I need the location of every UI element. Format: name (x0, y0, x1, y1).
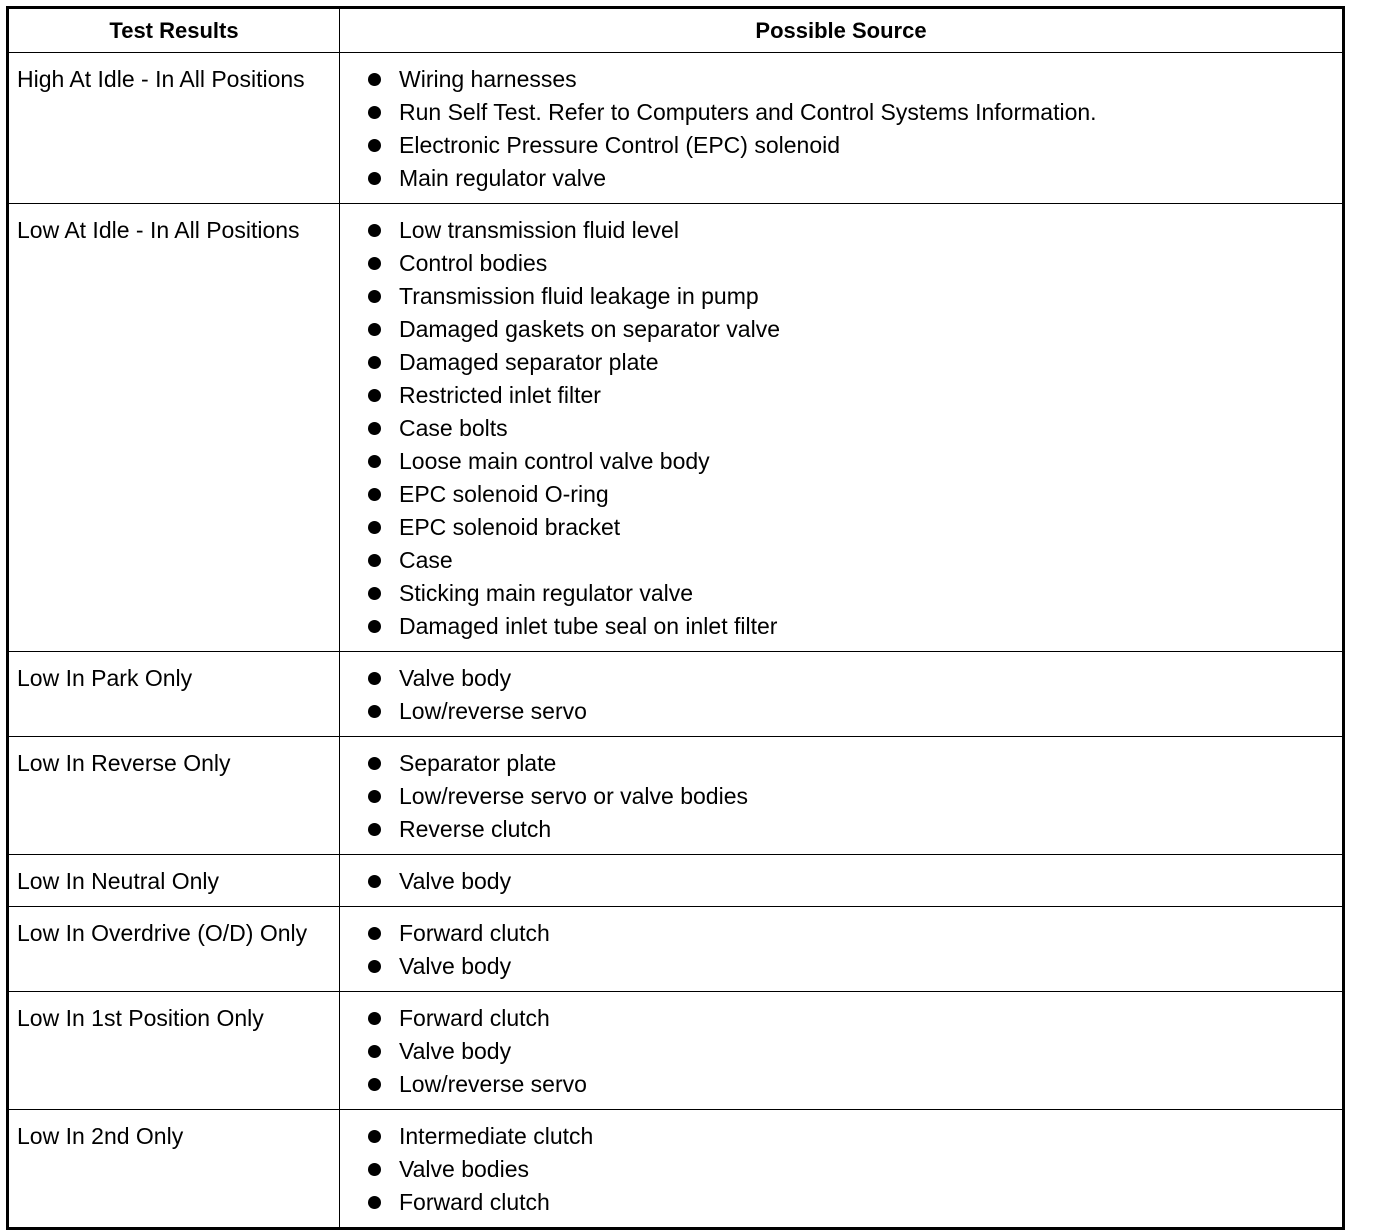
test-result-cell: Low At Idle - In All Positions (8, 204, 340, 652)
bullet-icon (368, 960, 381, 973)
source-list (368, 917, 1338, 983)
possible-source-cell (340, 1110, 1344, 1229)
list-item (368, 162, 1338, 195)
source-text: Transmission fluid leakage in pump (399, 283, 759, 309)
header-row (8, 8, 1344, 53)
possible-source-cell (340, 204, 1344, 652)
test-result-cell: Low In Overdrive (O/D) Only (8, 907, 340, 992)
possible-source-cell (340, 992, 1344, 1110)
source-text: Low/reverse servo or valve bodies (399, 783, 748, 809)
source-list (368, 1120, 1338, 1219)
table-row (8, 992, 1344, 1110)
list-item (368, 313, 1338, 346)
source-text: Restricted inlet filter (399, 382, 601, 408)
bullet-icon (368, 927, 381, 940)
source-text: Valve body (399, 665, 512, 691)
source-text: Main regulator valve (399, 165, 607, 191)
bullet-icon (368, 790, 381, 803)
source-list (368, 865, 1338, 898)
list-item (368, 412, 1338, 445)
bullet-icon (368, 172, 381, 185)
list-item (368, 214, 1338, 247)
source-text: Valve body (399, 1038, 512, 1064)
source-text: Case (399, 547, 453, 573)
list-item (368, 813, 1338, 846)
source-text: Forward clutch (399, 1005, 550, 1031)
source-text: Low/reverse servo (399, 698, 587, 724)
source-list (368, 214, 1338, 643)
list-item (368, 780, 1338, 813)
source-text: Forward clutch (399, 1189, 550, 1215)
source-text: Intermediate clutch (399, 1123, 594, 1149)
table-row (8, 1110, 1344, 1229)
bullet-icon (368, 672, 381, 685)
bullet-icon (368, 488, 381, 501)
source-text: Damaged inlet tube seal on inlet filter (399, 613, 778, 639)
table-row (8, 907, 1344, 992)
source-list (368, 63, 1338, 195)
source-text: Forward clutch (399, 920, 550, 946)
table-body (8, 53, 1344, 1229)
list-item (368, 1120, 1338, 1153)
possible-source-cell (340, 907, 1344, 992)
diagnosis-table (6, 6, 1345, 1230)
test-result-cell: Low In 2nd Only (8, 1110, 340, 1229)
possible-source-cell (340, 652, 1344, 737)
test-result-cell: Low In Neutral Only (8, 855, 340, 907)
list-item (368, 1153, 1338, 1186)
source-text: Damaged separator plate (399, 349, 659, 375)
bullet-icon (368, 587, 381, 600)
bullet-icon (368, 823, 381, 836)
bullet-icon (368, 389, 381, 402)
list-item (368, 610, 1338, 643)
possible-source-cell (340, 53, 1344, 204)
list-item (368, 478, 1338, 511)
bullet-icon (368, 106, 381, 119)
bullet-icon (368, 224, 381, 237)
bullet-icon (368, 290, 381, 303)
bullet-icon (368, 356, 381, 369)
list-item (368, 662, 1338, 695)
bullet-icon (368, 521, 381, 534)
source-text: Valve bodies (399, 1156, 529, 1182)
bullet-icon (368, 1130, 381, 1143)
source-text: Low/reverse servo (399, 1071, 587, 1097)
bullet-icon (368, 1012, 381, 1025)
source-list (368, 747, 1338, 846)
source-text: Separator plate (399, 750, 557, 776)
test-result-cell: Low In Park Only (8, 652, 340, 737)
table-row (8, 855, 1344, 907)
source-text: Run Self Test. Refer to Computers and Control Systems Information. (399, 99, 1097, 125)
list-item (368, 511, 1338, 544)
bullet-icon (368, 139, 381, 152)
list-item (368, 445, 1338, 478)
list-item (368, 917, 1338, 950)
header-possible-source: Possible Source (340, 8, 1344, 53)
table-row (8, 204, 1344, 652)
test-result-cell: High At Idle - In All Positions (8, 53, 340, 204)
bullet-icon (368, 1163, 381, 1176)
bullet-icon (368, 554, 381, 567)
bullet-icon (368, 875, 381, 888)
list-item (368, 544, 1338, 577)
header-test-results: Test Results (8, 8, 340, 53)
list-item (368, 1002, 1338, 1035)
possible-source-cell (340, 737, 1344, 855)
bullet-icon (368, 705, 381, 718)
source-list (368, 662, 1338, 728)
bullet-icon (368, 1078, 381, 1091)
bullet-icon (368, 620, 381, 633)
list-item (368, 1035, 1338, 1068)
list-item (368, 247, 1338, 280)
source-text: Control bodies (399, 250, 548, 276)
bullet-icon (368, 323, 381, 336)
list-item (368, 577, 1338, 610)
list-item (368, 1068, 1338, 1101)
possible-source-cell (340, 855, 1344, 907)
test-result-cell: Low In Reverse Only (8, 737, 340, 855)
list-item (368, 379, 1338, 412)
bullet-icon (368, 757, 381, 770)
list-item (368, 865, 1338, 898)
list-item (368, 96, 1338, 129)
bullet-icon (368, 455, 381, 468)
list-item (368, 950, 1338, 983)
source-text: Loose main control valve body (399, 448, 710, 474)
table-row (8, 53, 1344, 204)
bullet-icon (368, 422, 381, 435)
source-text: EPC solenoid bracket (399, 514, 621, 540)
table-row (8, 737, 1344, 855)
source-text: Valve body (399, 953, 512, 979)
list-item (368, 346, 1338, 379)
list-item (368, 747, 1338, 780)
source-text: Low transmission fluid level (399, 217, 679, 243)
table-row (8, 652, 1344, 737)
bullet-icon (368, 73, 381, 86)
source-text: Wiring harnesses (399, 66, 577, 92)
source-text: EPC solenoid O-ring (399, 481, 609, 507)
source-text: Electronic Pressure Control (EPC) solenoid (399, 132, 841, 158)
list-item (368, 63, 1338, 96)
bullet-icon (368, 1045, 381, 1058)
source-list (368, 1002, 1338, 1101)
bullet-icon (368, 257, 381, 270)
source-text: Case bolts (399, 415, 508, 441)
list-item (368, 1186, 1338, 1219)
source-text: Damaged gaskets on separator valve (399, 316, 780, 342)
source-text: Valve body (399, 868, 512, 894)
list-item (368, 695, 1338, 728)
source-text: Sticking main regulator valve (399, 580, 694, 606)
list-item (368, 129, 1338, 162)
list-item (368, 280, 1338, 313)
test-result-cell: Low In 1st Position Only (8, 992, 340, 1110)
source-text: Reverse clutch (399, 816, 552, 842)
